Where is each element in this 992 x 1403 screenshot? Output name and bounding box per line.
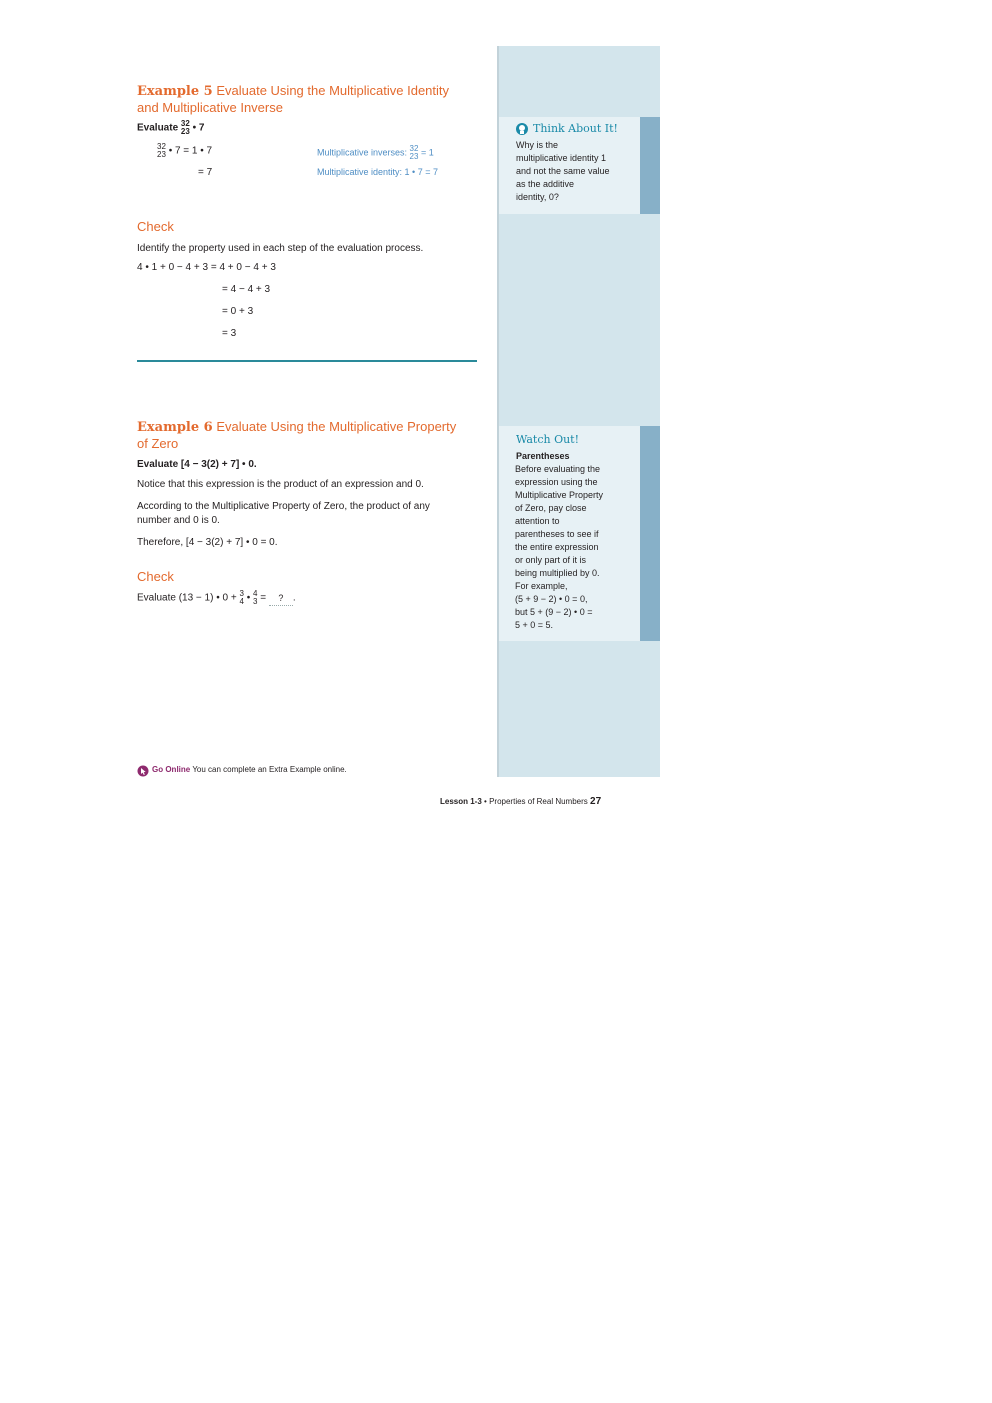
numerator: 3	[157, 142, 162, 151]
watch-title: Watch Out!	[516, 433, 580, 446]
example6-title	[137, 419, 482, 452]
numerator: 3	[409, 144, 414, 153]
think-title: Think About It!	[533, 122, 618, 135]
section-divider	[137, 360, 477, 362]
watch-line: (5 + 9 − 2) • 0 = 0,	[515, 594, 588, 604]
check2-heading: Check	[137, 569, 174, 584]
watch-line: Before evaluating the	[515, 464, 601, 474]
equals-sign: =	[260, 592, 267, 604]
p2-line: number and 0 is 0.	[137, 515, 220, 526]
think-line: identity, 0?	[516, 192, 559, 202]
numerator: 2	[414, 144, 419, 153]
example5-title-line2: and Multiplicative Inverse	[137, 100, 283, 115]
think-line: and not the same value	[516, 166, 610, 176]
watch-line: attention to	[515, 516, 560, 526]
check1-line3: = 0 + 3	[222, 306, 254, 317]
go-online-text: You can complete an Extra Example online.	[192, 765, 347, 774]
watch-line: of Zero, pay close	[515, 503, 587, 513]
note-tail: = 1	[420, 147, 434, 158]
example6-p1: Notice that this expression is the product of an expression and 0.	[137, 479, 424, 490]
example5-step1-note	[317, 145, 434, 161]
example5-prompt	[137, 120, 204, 136]
footer-separator: •	[484, 797, 487, 806]
dot-operator: •	[246, 592, 251, 604]
watch-line: or only part of it is	[515, 555, 587, 565]
watch-line: For example,	[515, 581, 568, 591]
example6-title-line1: Evaluate Using the Multiplicative Property	[216, 419, 457, 434]
go-online-icon[interactable]	[137, 764, 149, 776]
check2-question	[137, 590, 296, 606]
watch-line: Multiplicative Property	[515, 490, 604, 500]
page-number: 27	[590, 796, 602, 807]
fraction	[253, 590, 257, 606]
step1-tail: • 7 = 1 • 7	[168, 145, 213, 157]
fraction	[414, 145, 418, 161]
numerator: 3	[239, 589, 244, 598]
denominator: 3	[161, 150, 166, 159]
denominator: 3	[414, 152, 419, 161]
think-icon	[515, 122, 529, 136]
lesson-title: Properties of Real Numbers	[489, 797, 588, 806]
note-text: Multiplicative inverses:	[317, 147, 408, 158]
example6-p2	[137, 500, 477, 528]
denominator: 3	[253, 597, 258, 606]
answer-blank[interactable]: ?	[269, 591, 293, 606]
watch-line: the entire expression	[515, 542, 599, 552]
think-line: multiplicative identity 1	[516, 153, 607, 163]
watch-stripe	[640, 426, 660, 641]
fraction	[239, 590, 243, 606]
example5-step1	[157, 143, 212, 159]
watch-line: expression using the	[515, 477, 598, 487]
denominator: 4	[239, 597, 244, 606]
think-stripe	[640, 117, 660, 214]
think-line: as the additive	[516, 179, 575, 189]
watch-line: but 5 + (9 − 2) • 0 =	[515, 607, 593, 617]
watch-line: 5 + 0 = 5.	[515, 620, 554, 630]
check1-instruction: Identify the property used in each step of the evaluation process.	[137, 243, 424, 254]
example5-step2: = 7	[198, 167, 213, 178]
watch-subtitle: Parentheses	[516, 451, 570, 461]
example6-label: Example 6	[137, 420, 213, 435]
denominator: 2	[180, 127, 186, 136]
go-online-link[interactable]: Go Online	[152, 765, 191, 774]
numerator: 2	[185, 119, 190, 128]
lesson-number: Lesson 1-3	[440, 797, 482, 806]
denominator: 2	[157, 150, 162, 159]
check1-line4: = 3	[222, 328, 237, 339]
numerator: 4	[253, 589, 258, 598]
example5-step2-note: Multiplicative identity: 1 • 7 = 7	[317, 167, 438, 177]
period: .	[292, 592, 296, 604]
prompt-tail: • 7	[192, 122, 205, 134]
watch-line: being multiplied by 0.	[515, 568, 600, 578]
watch-text	[515, 463, 639, 632]
check1-line2: = 4 − 4 + 3	[222, 284, 271, 295]
numerator: 3	[180, 119, 186, 128]
numerator: 2	[161, 142, 166, 151]
question-text: Evaluate (13 − 1) • 0 +	[137, 592, 237, 604]
fraction	[161, 143, 165, 159]
check1-line1: 4 • 1 + 0 − 4 + 3 = 4 + 0 − 4 + 3	[137, 262, 276, 273]
example6-p3: Therefore, [4 − 3(2) + 7] • 0 = 0.	[137, 537, 278, 548]
example5-title	[137, 83, 477, 116]
example6-prompt: Evaluate [4 − 3(2) + 7] • 0.	[137, 459, 257, 470]
example5-title-line1: Evaluate Using the Multiplicative Identity	[216, 83, 450, 98]
example5-label: Example 5	[137, 84, 213, 99]
watch-line: parentheses to see if	[515, 529, 599, 539]
denominator: 2	[409, 152, 414, 161]
example6-title-line2: of Zero	[137, 436, 179, 451]
think-line: Why is the	[516, 140, 559, 150]
page-footer	[440, 796, 601, 807]
p2-line: According to the Multiplicative Property of Zero, the product of any	[137, 501, 430, 512]
think-text	[516, 139, 638, 204]
denominator: 3	[185, 127, 190, 136]
fraction	[185, 120, 189, 136]
check1-heading: Check	[137, 219, 174, 234]
prompt-word: Evaluate	[137, 122, 179, 134]
go-online-line	[152, 765, 347, 774]
